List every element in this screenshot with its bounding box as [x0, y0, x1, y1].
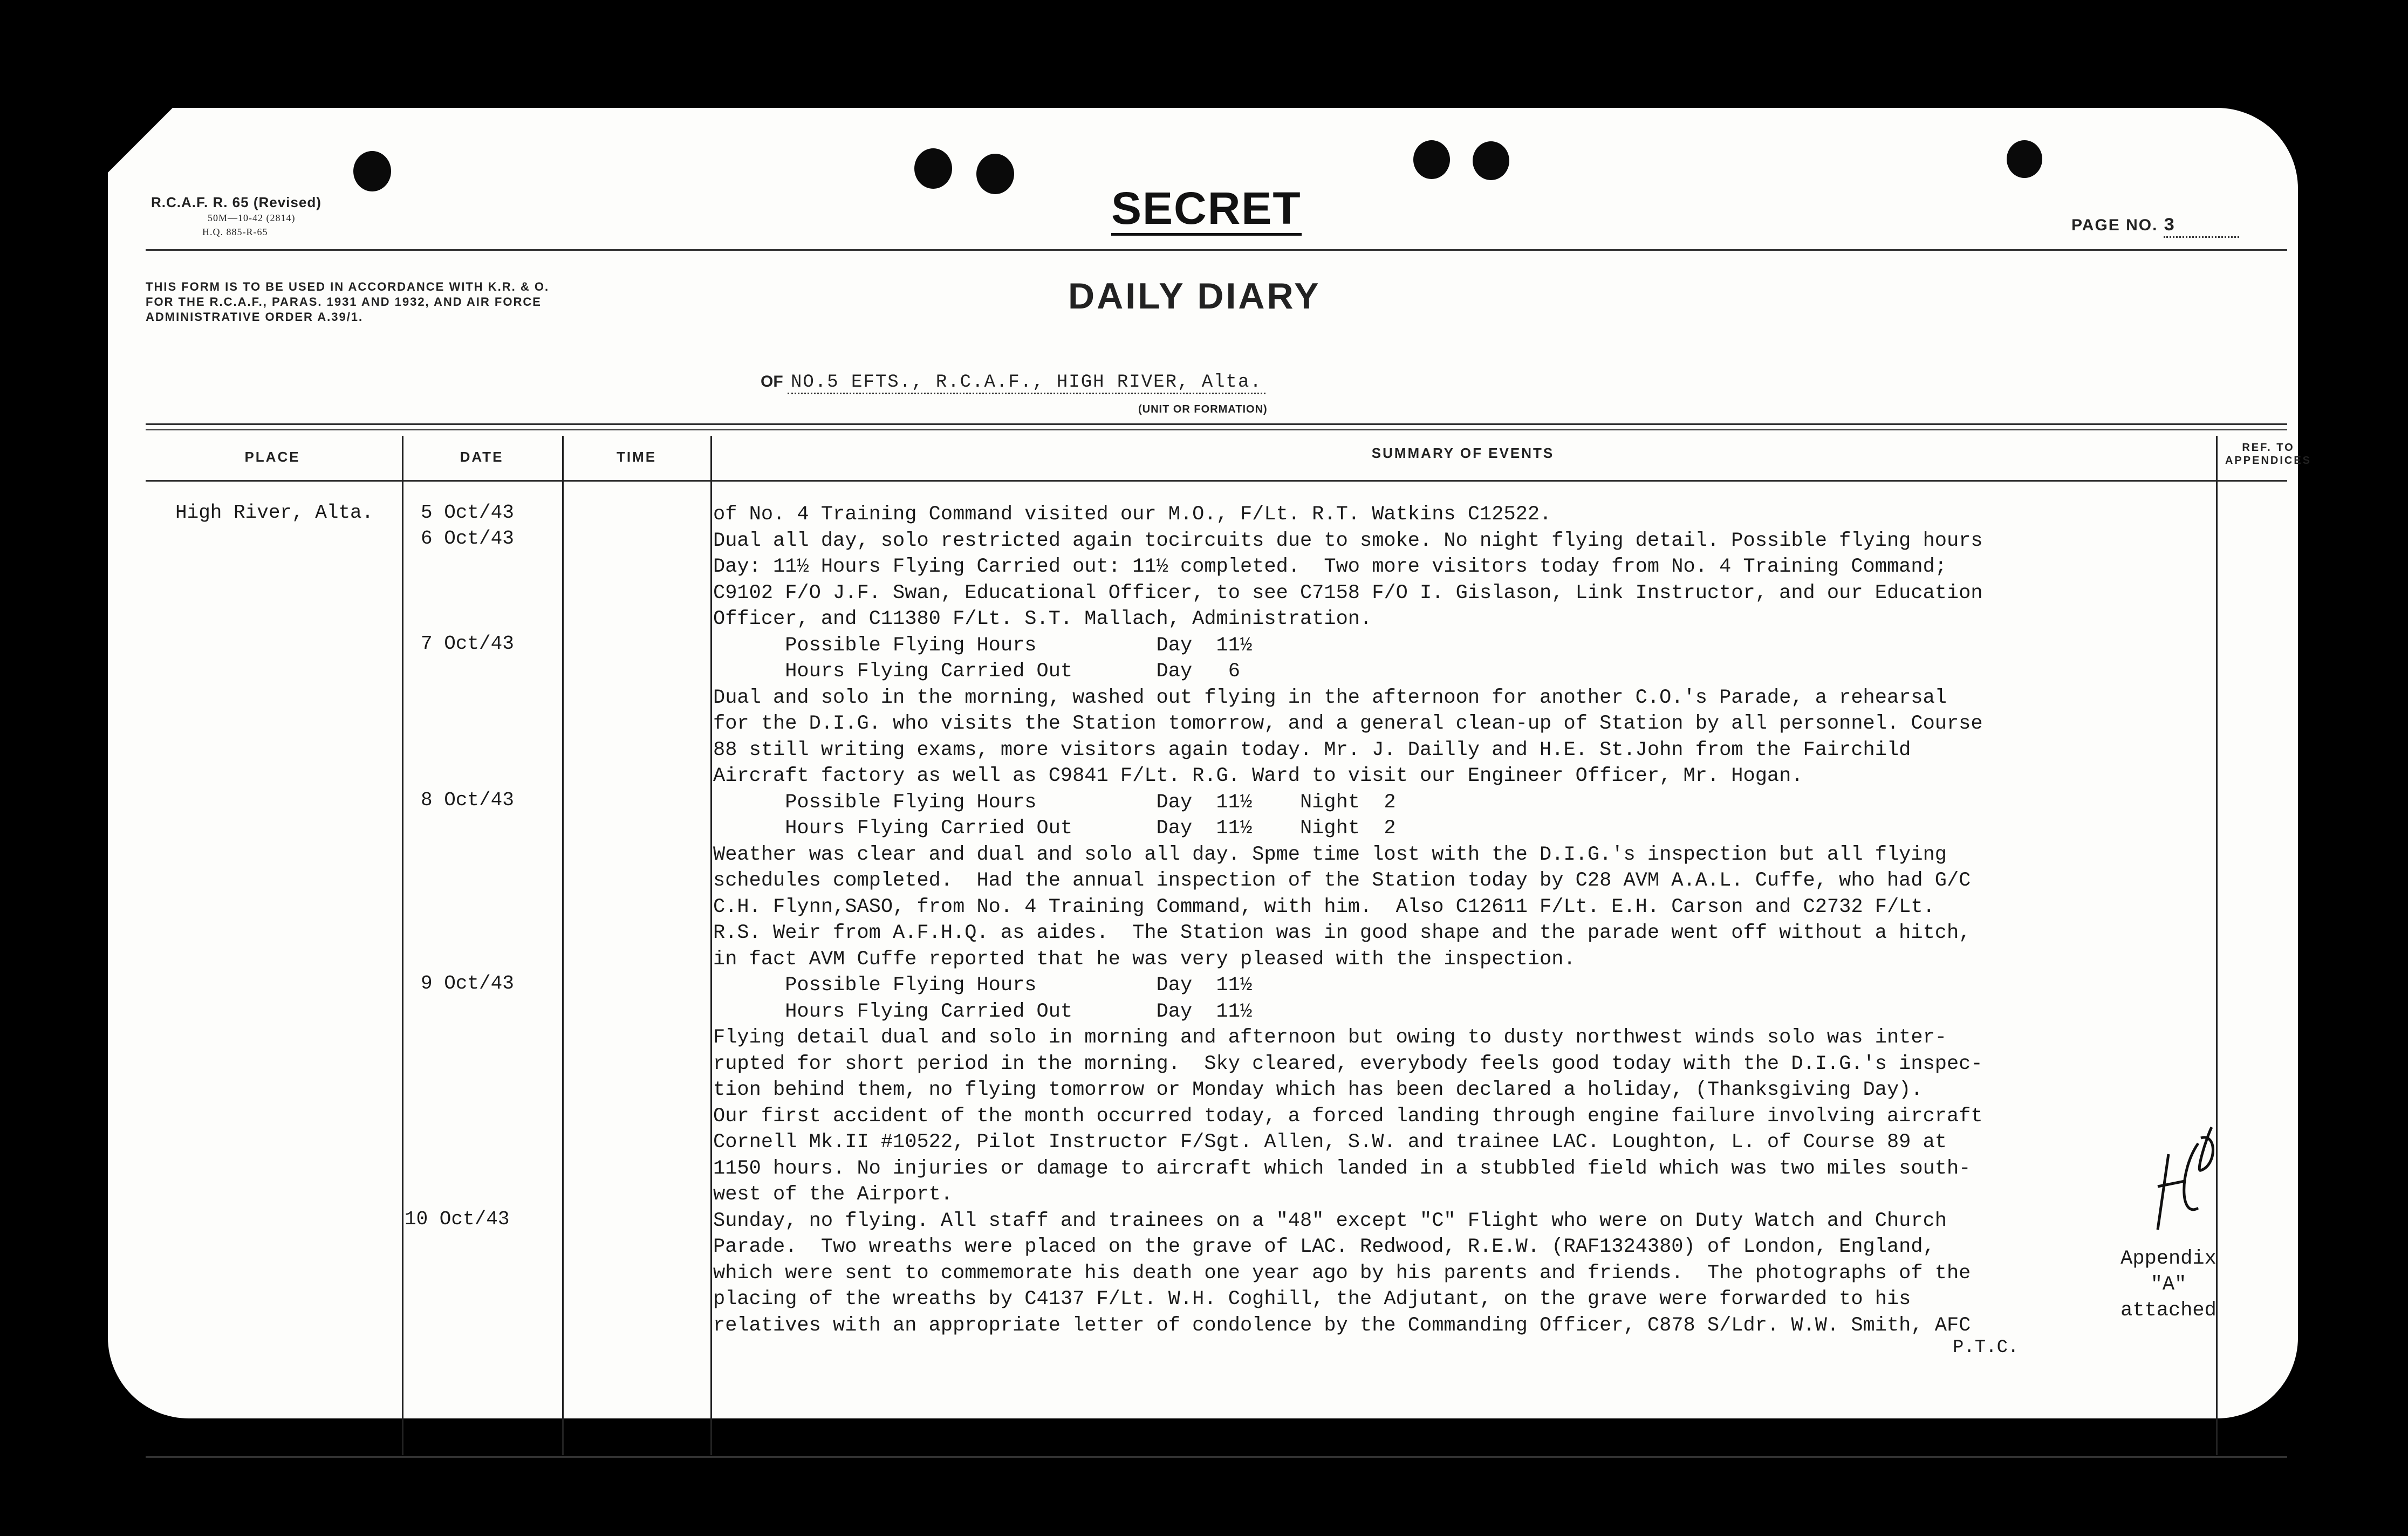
form-print-code: 50M—10-42 (2814) — [208, 212, 296, 223]
header-row-rule — [146, 480, 2287, 482]
summary-line: of No. 4 Training Command visited our M.O., F/Lt. R.T. Watkins C12522. — [713, 503, 1552, 526]
summary-line: C9102 F/O J.F. Swan, Educational Officer, to see C7158 F/O I. Gislason, Link Instructor, and our Education — [713, 581, 1983, 605]
summary-line: Possible Flying Hours Day 11½ — [713, 974, 1253, 997]
column-summary: SUMMARY OF EVENTS — [1371, 445, 1555, 461]
unit-line — [761, 372, 1265, 393]
unit-of-label: OF — [761, 373, 783, 390]
summary-line: in fact AVM Cuffe reported that he was very pleased with the inspection. — [713, 948, 1576, 971]
page-number-label: PAGE NO. — [2071, 216, 2158, 234]
date-entry: 9 Oct/43 — [421, 972, 514, 995]
summary-line: which were sent to commemorate his death one year ago by his parents and friends. The photographs of the — [713, 1261, 1971, 1285]
classification-stamp: SECRET — [1111, 183, 1302, 236]
summary-line: Cornell Mk.II #10522, Pilot Instructor F/Sgt. Allen, S.W. and trainee LAC. Loughton, L. of Course 89 at — [713, 1131, 1947, 1154]
summary-line: Hours Flying Carried Out Day 11½ Night 2 — [713, 817, 1396, 840]
punch-hole — [1413, 140, 1450, 179]
date-entry: 10 Oct/43 — [405, 1208, 510, 1230]
punch-hole — [914, 148, 952, 189]
date-entry: 6 Oct/43 — [421, 527, 514, 550]
summary-line: Parade. Two wreaths were placed on the grave of LAC. Redwood, R.E.W. (RAF1324380) of London, England, — [713, 1236, 1935, 1258]
summary-line: for the D.I.G. who visits the Station tomorrow, and a general clean-up of Station by all personnel. Course — [713, 712, 1983, 735]
summary-line: Flying detail dual and solo in morning and afternoon but owing to dusty northwest winds solo was inter- — [713, 1026, 1947, 1049]
summary-line: placing of the wreaths by C4137 F/Lt. W.H. Coghill, the Adjutant, on the grave were forwarded to his — [713, 1288, 1911, 1311]
column-time: TIME — [616, 449, 657, 465]
column-divider — [710, 436, 712, 1455]
table-bottom-rule — [146, 1456, 2287, 1458]
summary-line: Aircraft factory as well as C9841 F/Lt. R.G. Ward to visit our Engineer Officer, Mr. Hogan. — [713, 765, 1803, 787]
summary-line: Dual all day, solo restricted again tocircuits due to smoke. No night flying detail. Possible flying hours — [713, 529, 1983, 552]
punch-hole — [2007, 140, 2042, 178]
table-top-rule-2 — [146, 429, 2287, 430]
diary-page — [108, 108, 2312, 1418]
summary-line: west of the Airport. — [713, 1183, 953, 1206]
form-identifier — [151, 194, 321, 239]
summary-line: Day: 11½ Hours Flying Carried out: 11½ completed. Two more visitors today from No. 4 Training Command; — [713, 556, 1947, 578]
summary-line: C.H. Flynn,SASO, from No. 4 Training Command, with him. Also C12611 F/Lt. E.H. Carson and C2732 F/Lt. — [713, 895, 1935, 918]
page-title: DAILY DIARY — [1068, 276, 1321, 317]
summary-line: Possible Flying Hours Day 11½ — [713, 634, 1253, 657]
unit-name: NO.5 EFTS., R.C.A.F., HIGH RIVER, Alta. — [788, 372, 1265, 394]
unit-caption: (UNIT OR FORMATION) — [1138, 403, 1268, 415]
form-number: R.C.A.F. R. 65 (Revised) — [151, 194, 321, 210]
summary-line: Hours Flying Carried Out Day 6 — [713, 660, 1240, 683]
appendix-letter: "A" — [2150, 1273, 2187, 1296]
page-number-field — [2071, 216, 2239, 238]
column-divider — [562, 436, 564, 1455]
summary-line: 1150 hours. No injuries or damage to aircraft which landed in a stubbled field which was two miles south- — [713, 1157, 1971, 1180]
appendix-label: Appendix — [2120, 1247, 2217, 1270]
column-date: DATE — [460, 449, 504, 465]
form-instructions: THIS FORM IS TO BE USED IN ACCORDANCE WITH K.R. & O. FOR THE R.C.A.F., PARAS. 1931 AND 1932, AND AIR FORCE ADMINISTRATIVE ORDER A.39/1. — [146, 280, 550, 324]
form-hq-code: H.Q. 885-R-65 — [202, 227, 268, 237]
punch-hole — [353, 151, 391, 191]
summary-line: Sunday, no flying. All staff and trainees on a "48" except "C" Flight who were on Duty Watch and Church — [713, 1209, 1947, 1232]
date-entry: 8 Oct/43 — [421, 789, 514, 811]
appendix-reference — [2115, 1246, 2222, 1324]
summary-line: Our first accident of the month occurred today, a forced landing through engine failure involving aircraft — [713, 1105, 1983, 1128]
summary-of-events — [713, 502, 2213, 1339]
column-place: PLACE — [244, 449, 300, 465]
summary-line: relatives with an appropriate letter of condolence by the Commanding Officer, C878 S/Ldr. W.W. Smith, AFC — [713, 1314, 1971, 1337]
table-top-rule — [146, 423, 2287, 425]
summary-line: 88 still writing exams, more visitors again today. Mr. J. Dailly and H.E. St.John from the Fairchild — [713, 738, 1911, 762]
summary-line: Officer, and C11380 F/Lt. S.T. Mallach, Administration. — [713, 608, 1372, 630]
place-cell: High River, Alta. — [175, 502, 374, 524]
summary-line: tion behind them, no flying tomorrow or Monday which has been declared a holiday, (Thanksgiving Day). — [713, 1079, 1923, 1101]
column-ref: REF. TO APPENDICES — [2225, 442, 2312, 467]
summary-line: Hours Flying Carried Out Day 11½ — [713, 1000, 1253, 1023]
date-entry: 5 Oct/43 — [421, 502, 514, 524]
column-divider — [402, 436, 403, 1455]
summary-line: schedules completed. Had the annual inspection of the Station today by C28 AVM A.A.L. Cuffe, who had G/C — [713, 869, 1971, 892]
date-entry: 7 Oct/43 — [421, 633, 514, 655]
summary-line: rupted for short period in the morning. Sky cleared, everybody feels good today with the D.I.G.'s inspec- — [713, 1052, 1983, 1075]
page-number-value: 3 — [2164, 216, 2239, 238]
summary-line: Possible Flying Hours Day 11½ Night 2 — [713, 791, 1396, 814]
appendix-status: attached — [2120, 1299, 2217, 1322]
initials-signature — [2147, 1122, 2222, 1246]
summary-line: R.S. Weir from A.F.H.Q. as aides. The Station was in good shape and the parade went off without a hitch, — [713, 922, 1971, 944]
punch-hole — [1473, 141, 1509, 180]
summary-line: Dual and solo in the morning, washed out flying in the afternoon for another C.O.'s Parade, a rehearsal — [713, 686, 1947, 709]
punch-hole — [976, 154, 1014, 194]
header-divider — [146, 249, 2287, 251]
continuation-note: P.T.C. — [1953, 1338, 2019, 1358]
summary-line: Weather was clear and dual and solo all day. Spme time lost with the D.I.G.'s inspection but all flying — [713, 843, 1947, 866]
